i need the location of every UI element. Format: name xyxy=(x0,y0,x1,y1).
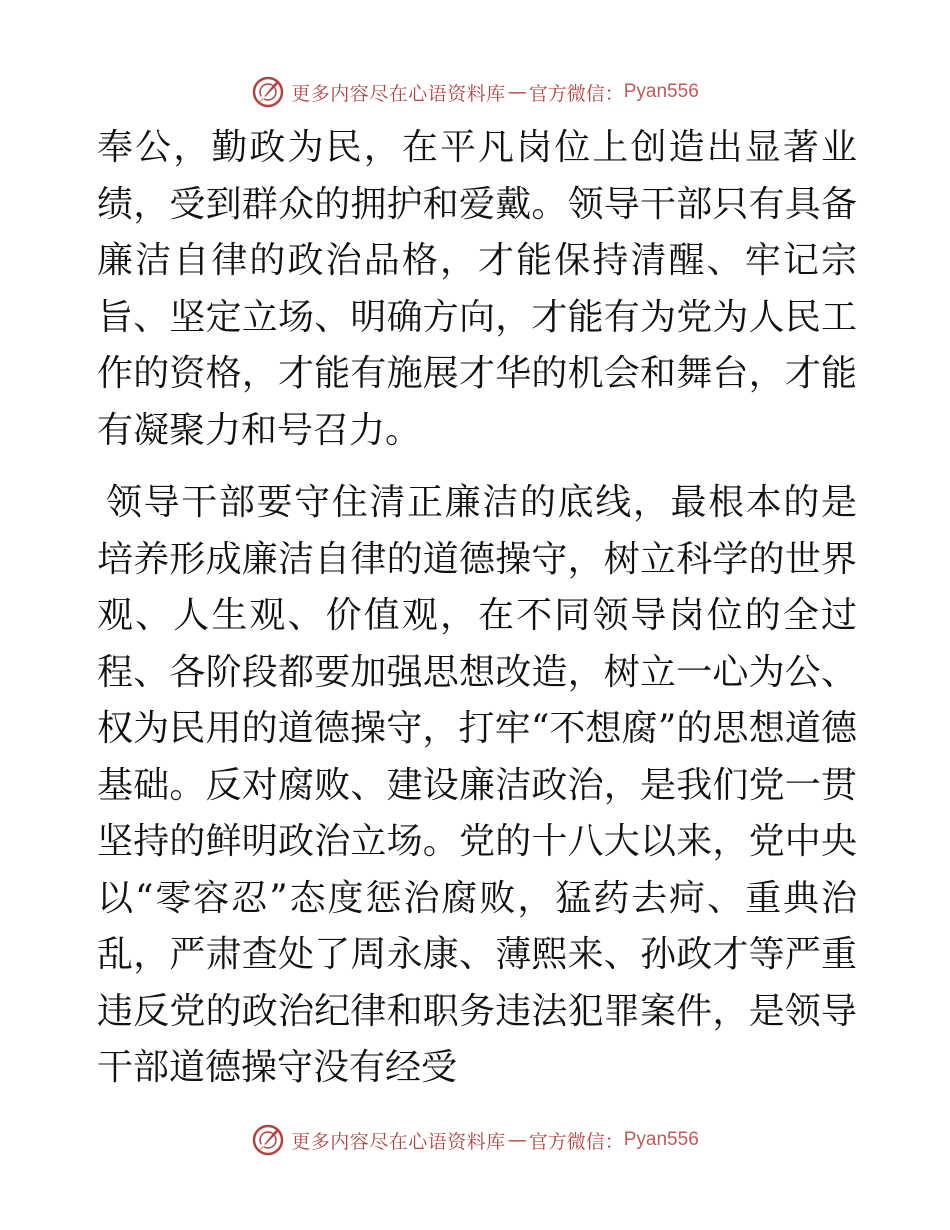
paragraph-1: 奉公，勤政为民，在平凡岗位上创造出显著业绩，受到群众的拥护和爱戴。领导干部只有具备廉洁自律的政治品格，才能保持清醒、牢记宗旨、坚定立场、明确方向，才能有为党为人民工作的资格，才能有施展才华的机会和舞台，才能有凝聚力和号召力。 xyxy=(97,127,857,451)
footer-site-text: 更多内容尽在心语资料库 xyxy=(291,1130,506,1153)
quill-logo-icon xyxy=(251,1123,285,1157)
footer-banner xyxy=(0,1120,950,1160)
footer-separator: — xyxy=(507,1129,527,1151)
header-wechat-label: 官方微信： xyxy=(528,82,624,105)
document-body xyxy=(97,120,857,1097)
footer-wechat-id: Pyan556 xyxy=(623,1129,699,1150)
header-wechat-id: Pyan556 xyxy=(623,81,699,102)
footer-wechat-label: 官方微信： xyxy=(528,1130,624,1153)
quill-logo-icon xyxy=(251,75,285,109)
header-banner xyxy=(0,72,950,112)
header-separator: — xyxy=(507,81,527,103)
paragraph-2: 领导干部要守住清正廉洁的底线，最根本的是培养形成廉洁自律的道德操守，树立科学的世界观、人生观、价值观，在不同领导岗位的全过程、各阶段都要加强思想改造，树立一心为公、权为民用的道德操守，打牢“不想腐”的思想道德基础。反对腐败、建设廉洁政治，是我们党一贯坚持的鲜明政治立场。党的十八大以来，党中央以“零容忍”态度惩治腐败，猛药去疴、重典治乱，严肃查处了周永康、薄熙来、孙政才等严重违反党的政治纪律和职务违法犯罪案件，是领导干部道德操守没有经受 xyxy=(97,482,857,1088)
header-site-text: 更多内容尽在心语资料库 xyxy=(291,82,506,105)
